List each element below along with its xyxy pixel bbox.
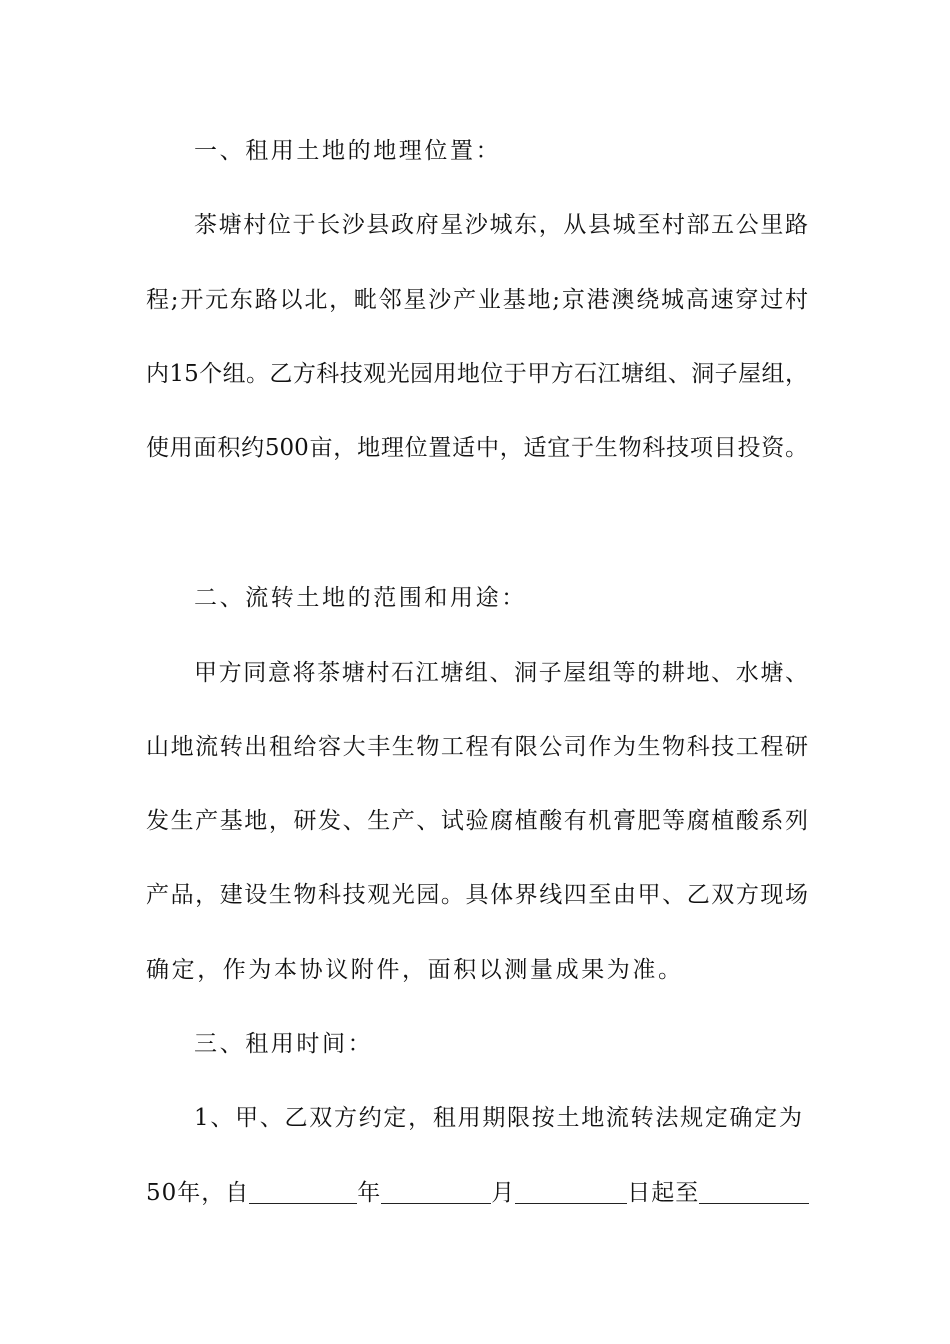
section-1-heading: 一、租用土地的地理位置： [194,138,502,164]
start-day-blank[interactable] [515,1181,627,1204]
section-2-line-3: 发生产基地，研发、生产、试验腐植酸有机膏肥等腐植酸系列 [146,808,808,834]
section-1-line-3: 内15个组。乙方科技观光园用地位于甲方石江塘组、洞子屋组， [146,361,808,387]
section-3-line-2 [146,1178,826,1208]
section-2-line-2: 山地流转出租给容大丰生物工程有限公司作为生物科技工程研 [146,734,808,760]
section-3-line-1: 1、甲、乙双方约定，租用期限按土地流转法规定确定为 [194,1105,802,1131]
section-2-line-5: 确定，作为本协议附件，面积以测量成果为准。 [146,957,684,983]
end-date-blank[interactable] [699,1181,809,1204]
day-from-label: 日起至 [627,1180,700,1206]
section-1-line-1: 茶塘村位于长沙县政府星沙城东，从县城至村部五公里路 [194,212,808,238]
section-3-heading: 三、租用时间： [194,1031,374,1057]
start-month-blank[interactable] [381,1181,491,1204]
term-prefix: 50年，自 [146,1180,250,1206]
section-1-line-4: 使用面积约500亩，地理位置适中，适宜于生物科技项目投资。 [146,435,808,461]
year-label: 年 [357,1180,382,1206]
month-label: 月 [491,1180,516,1206]
section-1-line-2: 程;开元东路以北，毗邻星沙产业基地;京港澳绕城高速穿过村 [146,287,808,313]
start-year-blank[interactable] [249,1181,357,1204]
section-2-heading: 二、流转土地的范围和用途： [194,585,527,611]
section-2-line-1: 甲方同意将茶塘村石江塘组、洞子屋组等的耕地、水塘、 [194,660,808,686]
section-2-line-4: 产品，建设生物科技观光园。具体界线四至由甲、乙双方现场 [146,882,808,908]
